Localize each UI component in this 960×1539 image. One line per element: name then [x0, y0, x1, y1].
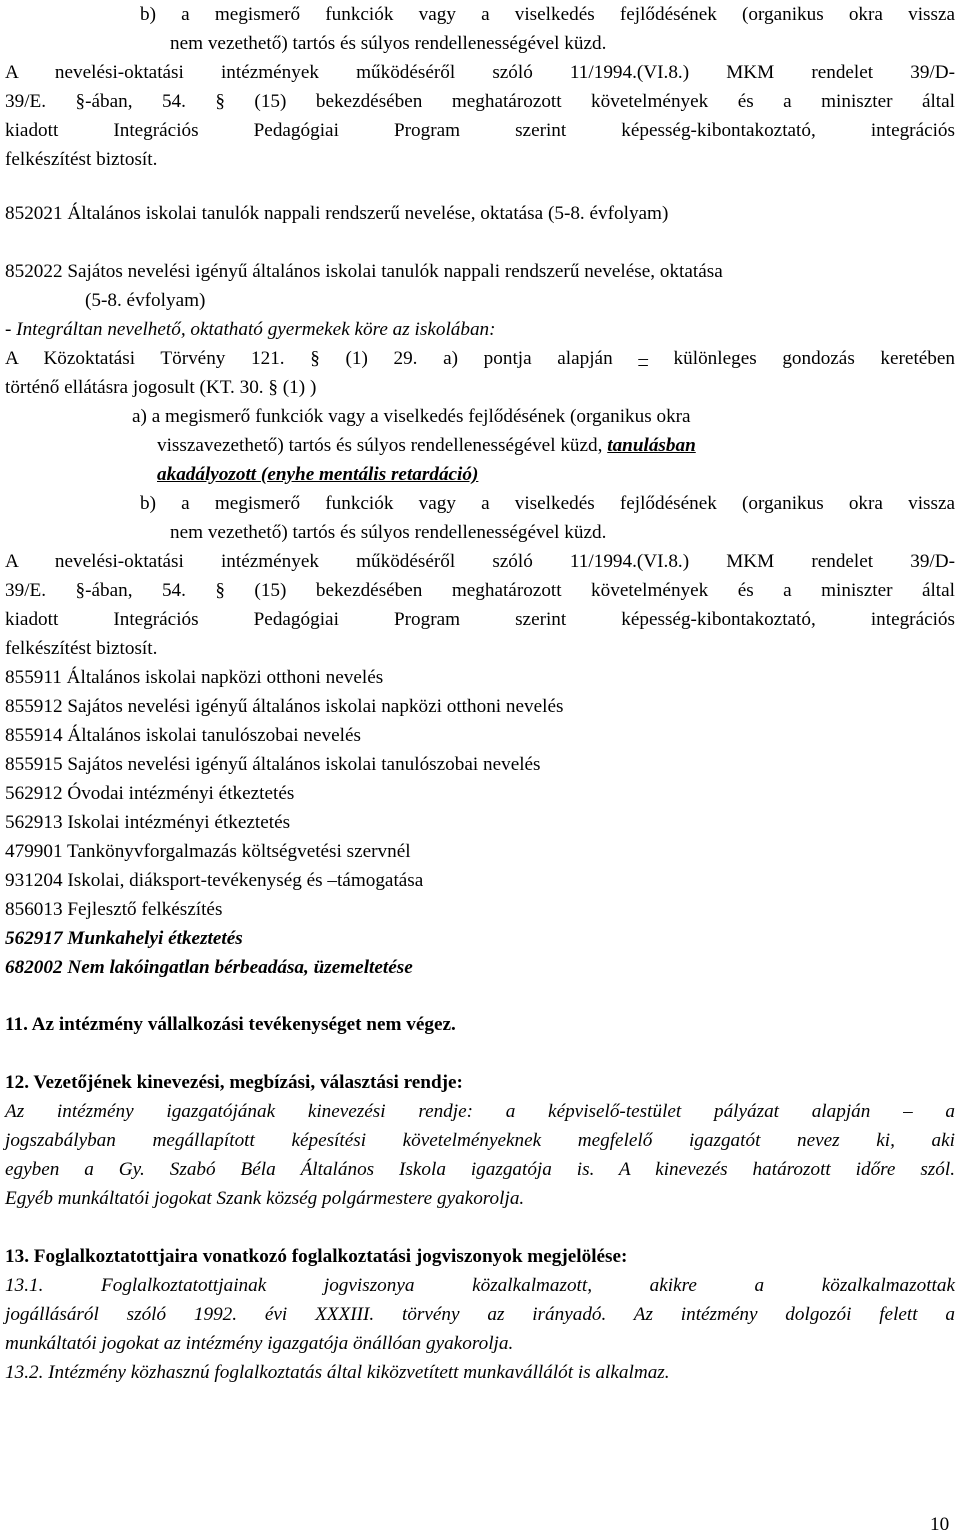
law-reference-dash: – — [638, 348, 648, 369]
section-13-heading: 13. Foglalkoztatottjaira vonatkozó foglalkoztatási jogviszonyok megjelölése: — [5, 1246, 628, 1267]
integrated-heading: - Integráltan nevelhető, oktatható gyermekek köre az iskolában: — [5, 319, 496, 340]
section-12-line2: jogszabályban megállapított képesítési követelményeknek megfelelő igazgatót nevez ki, aki — [5, 1130, 955, 1151]
disability-item-b-line2: nem vezethető) tartós és súlyos rendellenességével küzd. — [170, 33, 607, 54]
section-13-line2: jogállásáról szóló 1992. évi XXXIII. törvény az irányadó. Az intézmény dolgozói felett a — [5, 1304, 955, 1325]
regulation2-line1: A nevelési-oktatási intézmények működéséről szóló 11/1994.(VI.8.) MKM rendelet 39/D- — [5, 551, 955, 572]
regulation2-line3: kiadott Integrációs Pedagógiai Program szerint képesség-kibontakoztató, integrációs — [5, 609, 955, 630]
disability-item-a-line2 — [157, 431, 955, 460]
section-13-line4: 13.2. Intézmény közhasznú foglalkoztatás által kiközvetített munkavállálót is alkalmaz. — [5, 1362, 670, 1383]
list-item: 479901 Tankönyvforgalmazás költségvetési szervnél — [5, 841, 411, 862]
disability-item-b2-line1: b) a megismerő funkciók vagy a viselkedés fejlődésének (organikus okra vissza — [140, 493, 955, 514]
regulation-line4: felkészítést biztosít. — [5, 149, 158, 170]
regulation2-line2: 39/E. §-ában, 54. § (15) bekezdésében meghatározott követelmények és a miniszter által — [5, 580, 955, 601]
law-reference-text-b: különleges gondozás keretében — [647, 348, 955, 369]
activity-code-852022-line1: 852022 Sajátos nevelési igényű általános iskolai tanulók nappali rendszerű nevelése, oktatása — [5, 261, 723, 282]
section-12-line1: Az intézmény igazgatójának kinevezési rendje: a képviselő-testület pályázat alapján – a — [5, 1101, 955, 1122]
page-number: 10 — [930, 1514, 950, 1535]
regulation2-line4: felkészítést biztosít. — [5, 638, 158, 659]
disability-item-b2-line2: nem vezethető) tartós és súlyos rendellenességével küzd. — [170, 522, 607, 543]
regulation-line1: A nevelési-oktatási intézmények működéséről szóló 11/1994.(VI.8.) MKM rendelet 39/D- — [5, 62, 955, 83]
disability-item-a-line3: akadályozott (enyhe mentális retardáció) — [157, 464, 479, 485]
regulation-line3: kiadott Integrációs Pedagógiai Program szerint képesség-kibontakoztató, integrációs — [5, 120, 955, 141]
law-reference-line1 — [5, 344, 955, 373]
list-item: 562913 Iskolai intézményi étkeztetés — [5, 812, 291, 833]
list-item: 562912 Óvodai intézményi étkeztetés — [5, 783, 295, 804]
list-item: 856013 Fejlesztő felkészítés — [5, 899, 223, 920]
list-item: 855912 Sajátos nevelési igényű általános iskolai napközi otthoni nevelés — [5, 696, 564, 717]
disability-item-b-line1: b) a megismerő funkciók vagy a viselkedés fejlődésének (organikus okra vissza — [140, 4, 955, 25]
list-item: 855911 Általános iskolai napközi otthoni nevelés — [5, 667, 384, 688]
activity-code-852021: 852021 Általános iskolai tanulók nappali rendszerű nevelése, oktatása (5-8. évfolyam) — [5, 203, 669, 224]
disability-item-a-line1: a) a megismerő funkciók vagy a viselkedés fejlődésének (organikus okra — [132, 406, 691, 427]
activity-code-852022-line2: (5-8. évfolyam) — [85, 290, 206, 311]
section-12-line4: Egyéb munkáltatói jogokat Szank község polgármestere gyakorolja. — [5, 1188, 525, 1209]
section-12-line3: egyben a Gy. Szabó Béla Általános Iskola igazgatója is. A kinevezés határozott időre szól. — [5, 1159, 955, 1180]
law-reference-text-a: A Közoktatási Törvény 121. § (1) 29. a) pontja alapján — [5, 348, 639, 369]
law-reference-line2: történő ellátásra jogosult (KT. 30. § (1) ) — [5, 377, 317, 398]
list-item: 855914 Általános iskolai tanulószobai nevelés — [5, 725, 361, 746]
list-item: 855915 Sajátos nevelési igényű általános iskolai tanulószobai nevelés — [5, 754, 541, 775]
list-item-bold: 682002 Nem lakóingatlan bérbeadása, üzemeltetése — [5, 957, 413, 978]
regulation-line2: 39/E. §-ában, 54. § (15) bekezdésében meghatározott követelmények és a miniszter által — [5, 91, 955, 112]
section-13-line1: 13.1. Foglalkoztatottjainak jogviszonya közalkalmazott, akikre a közalkalmazottak — [5, 1275, 955, 1296]
disability-item-a-line2-text: visszavezethető) tartós és súlyos rendellenességével küzd, — [157, 435, 608, 456]
section-13-line3: munkáltatói jogokat az intézmény igazgatója önállóan gyakorolja. — [5, 1333, 514, 1354]
list-item: 931204 Iskolai, diáksport-tevékenység és –támogatása — [5, 870, 424, 891]
section-12-heading: 12. Vezetőjének kinevezési, megbízási, választási rendje: — [5, 1072, 463, 1093]
list-item-bold: 562917 Munkahelyi étkeztetés — [5, 928, 243, 949]
section-11-heading: 11. Az intézmény vállalkozási tevékenységet nem végez. — [5, 1014, 456, 1035]
disability-item-a-line2-bold: tanulásban — [607, 435, 696, 456]
